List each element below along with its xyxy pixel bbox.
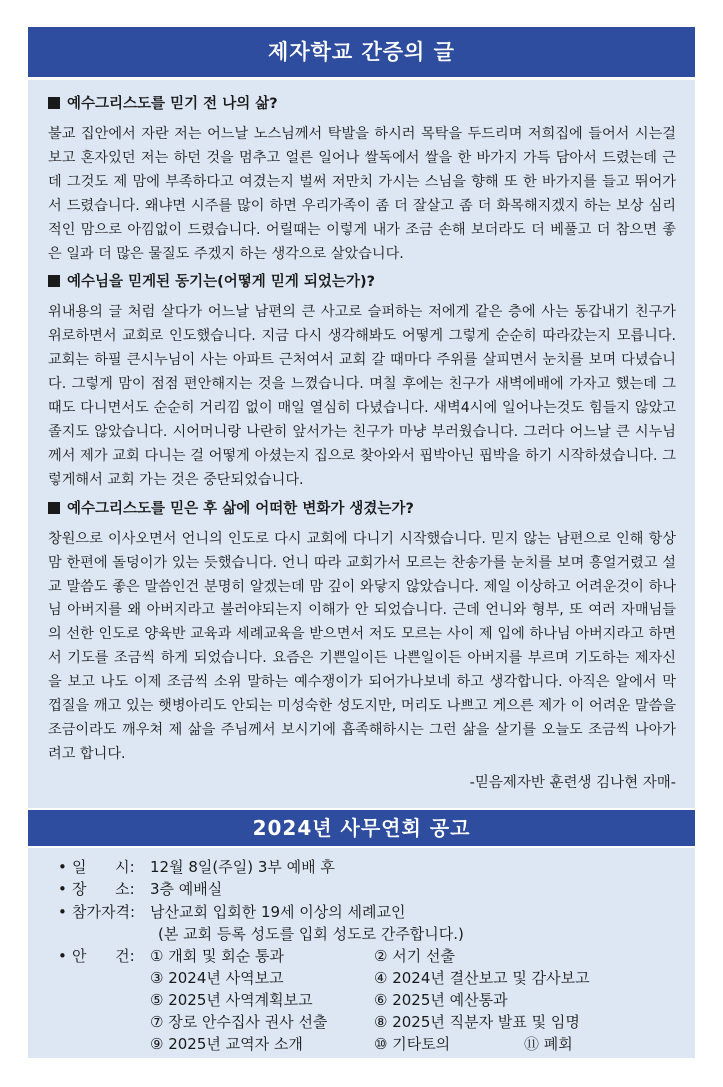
section-heading xyxy=(48,92,676,116)
agenda-item: ③ 2024년 사역보고 xyxy=(150,969,284,987)
eligibility-note: (본 교회 등록 성도를 입회 성도로 간주합니다.) xyxy=(158,925,464,943)
agenda-item: ⑧ 2025년 직분자 발표 및 임명 xyxy=(374,1013,580,1031)
agenda-item: ⑤ 2025년 사역계획보고 xyxy=(150,991,313,1009)
agenda-item: ⑩ 기타토의 xyxy=(374,1035,451,1053)
notice-value: 3층 예배실 xyxy=(150,880,223,898)
agenda-item: ⑥ 2025년 예산통과 xyxy=(374,991,508,1009)
signature: -믿음제자반 훈련생 김나현 자매- xyxy=(469,774,676,791)
bullet: • xyxy=(58,947,67,965)
agenda-item: ⑨ 2025년 교역자 소개 xyxy=(150,1035,303,1053)
agenda-item: ④ 2024년 결산보고 및 감사보고 xyxy=(374,969,590,987)
testimony-content xyxy=(48,92,676,795)
bullet: • xyxy=(58,880,67,898)
square-bullet-icon xyxy=(48,275,60,287)
agenda-item: ① 개회 및 회순 통과 xyxy=(150,947,284,965)
square-bullet-icon xyxy=(48,502,60,514)
square-bullet-icon xyxy=(48,97,60,109)
notice-label: 일 시: xyxy=(72,858,135,876)
testimony-title: 제자학교 간증의 글 xyxy=(28,27,695,77)
bullet: • xyxy=(58,903,67,921)
section-body: 창원으로 이사오면서 언니의 인도로 다시 교회에 다니기 시작했습니다. 믿지 않는 남편으로 인해 항상 맘 한편에 돌덩이가 있는 듯했습니다. 언니 따라 교회가서 모르는 찬송가를 눈치를 보며 흥얼거렸고 설교 말씀도 좋은 말씀인건 분명히 알겠는데 맘 깊이 와닿지 않았습니다. 제일 이상하고 어려운것이 하나님 아버지를 왜 아버지라고 불러야되는지 이해가 안 되었습니다. 근데 언니와 형부, 또 여러 자매님들의 선한 인도로 양육반 교육과 세례교육을 받으면서 저도 모르는 사이 제 입에 하나님 아버지라고 하면서 기도를 조금씩 하게 되었습니다. 요즘은 기쁜일이든 나쁜일이든 아버지를 부르며 기도하는 제자신을 보고 나도 이제 조금씩 소위 말하는 예수쟁이가 되어가나보네 하고 생각합니다. 아직은 알에서 막 껍질을 깨고 있는 햇병아리도 안되는 미성숙한 성도지만, 머리도 나쁘고 게으른 제가 이 어려운 말씀을 조금이라도 깨우쳐 제 삶을 주님께서 보시기에 흡족해하시는 그런 삶을 살기를 오늘도 조금씩 나아가려고 합니다. xyxy=(48,530,676,762)
section-body: 위내용의 글 처럼 살다가 어느날 남편의 큰 사고로 슬퍼하는 저에게 같은 층에 사는 동갑내기 친구가 위로하면서 교회로 인도했습니다. 지금 다시 생각해봐도 어떻게 그렇게 순순히 따라갔는지 모릅니다. 교회는 하필 큰시누님이 사는 아파트 근처여서 교회 갈 때마다 주위를 살피면서 눈치를 보며 다녔습니다. 그렇게 맘이 점점 편안해지는 것을 느꼈습니다. 며칠 후에는 친구가 새벽에배에 가자고 했는데 그때도 다니면서도 순순히 거리낌 없이 매일 열심히 다녔습니다. 새벽4시에 일어나는것도 힘들지 않았고 졸지도 않았습니다. 시어머니랑 나란히 앞서가는 친구가 마냥 부러웠습니다. 그러다 어느날 큰 시누님께서 제가 교회 다니는 걸 어떻게 아셨는지 집으로 찾아와서 핍박아닌 핍박을 하기 시작하셨습니다. 그렇게해서 교회 가는 것은 중단되었습니다. xyxy=(48,304,676,488)
section-question: 예수그리스도를 믿기 전 나의 삶? xyxy=(67,96,278,112)
notice-title: 2024년 사무연회 공고 xyxy=(28,810,695,846)
bullet: • xyxy=(58,858,67,876)
section-question: 예수님을 믿게된 동기는(어떻게 믿게 되었는가)? xyxy=(67,274,375,291)
agenda-item: ⑦ 장로 안수집사 권사 선출 xyxy=(150,1013,328,1031)
notice-value: 12월 8일(주일) 3부 예배 후 xyxy=(150,858,335,876)
notice-value: 남산교회 입회한 19세 이상의 세례교인 xyxy=(150,903,406,921)
section-heading xyxy=(48,270,676,294)
notice-label: 참가자격: xyxy=(72,903,136,921)
notice-label: 안 건: xyxy=(72,947,135,965)
agenda-item: ⑪ 폐회 xyxy=(524,1035,573,1053)
agenda-item: ② 서기 선출 xyxy=(374,947,455,965)
section-question: 예수그리스도를 믿은 후 삶에 어떠한 변화가 생겼는가? xyxy=(67,500,414,517)
section-heading xyxy=(48,497,676,521)
section-body: 불교 집안에서 자란 저는 어느날 노스님께서 탁발을 하시러 목탁을 두드리며 저희집에 들어서 시는걸 보고 혼자있던 저는 하던 것을 멈추고 얼른 일어나 쌀독에서 쌀을 한 바가지 가득 담아서 드렸는데 근데 그것도 제 맘에 부족하다고 여겼는지 벌써 저만치 가시는 스님을 향해 또 한 바가지를 들고 뛰어가서 드렸습니다. 왜냐면 시주를 많이 하면 우리가족이 좀 더 잘살고 좀 더 화목해지겠지 하는 보상 심리적인 맘으로 아낌없이 드렸습니다. 어릴때는 이렇게 내가 조금 손해 보더라도 더 베풀고 더 참으면 좋은 일과 더 많은 물질도 주겠지 하는 생각으로 살았습니다. xyxy=(48,126,676,262)
notice-label: 장 소: xyxy=(72,880,135,898)
